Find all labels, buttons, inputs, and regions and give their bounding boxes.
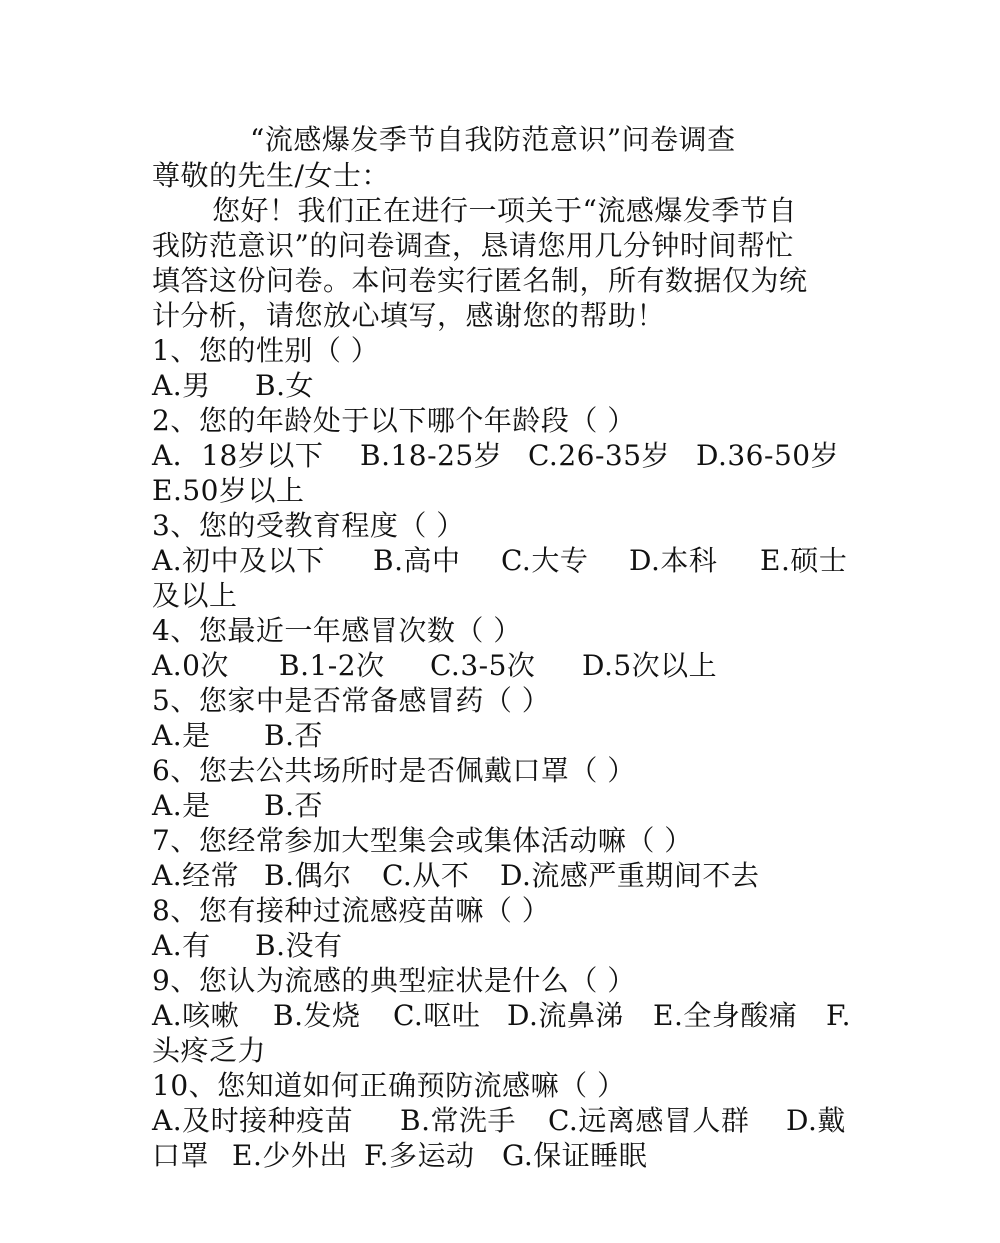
question-3-options: [152, 578, 238, 613]
question-7-text: 7、您经常参加大型集会或集体活动嘛（ ）: [152, 824, 693, 857]
intro-line: 我防范意识”的问卷调查，恳请您用几分钟时间帮忙: [152, 229, 794, 262]
question-2-options: [152, 438, 839, 473]
question-3-options: [152, 543, 847, 578]
option[interactable]: A.经常: [152, 859, 240, 892]
question-9-options: [152, 1033, 266, 1068]
option[interactable]: B.18-25岁: [360, 439, 503, 472]
option[interactable]: B.常洗手: [400, 1104, 516, 1137]
option[interactable]: D.戴: [786, 1104, 846, 1137]
option[interactable]: B.女: [255, 369, 314, 402]
option[interactable]: C.26-35岁: [528, 439, 671, 472]
question-10-options: [152, 1103, 846, 1138]
question-4-options: [152, 648, 717, 683]
question-4-text: 4、您最近一年感冒次数（ ）: [152, 614, 522, 647]
question-5-options: [152, 718, 323, 753]
option[interactable]: B.1-2次: [279, 649, 385, 682]
option[interactable]: E.少外出: [232, 1139, 348, 1172]
option[interactable]: D.本科: [629, 544, 718, 577]
option[interactable]: 口罩: [152, 1139, 210, 1172]
question-7-options: [152, 858, 759, 893]
question-2-options: [152, 473, 304, 508]
intro-line: 计分析，请您放心填写，感谢您的帮助！: [152, 299, 666, 332]
question-1-text: 1、您的性别（ ）: [152, 334, 380, 367]
question-6-text: 6、您去公共场所时是否佩戴口罩（ ）: [152, 754, 636, 787]
intro-line: 填答这份问卷。本问卷实行匿名制，所有数据仅为统: [152, 264, 808, 297]
intro-line: 您好！我们正在进行一项关于“流感爆发季节自: [212, 194, 797, 227]
question-9-text: 9、您认为流感的典型症状是什么（ ）: [152, 964, 636, 997]
option[interactable]: A.男: [152, 369, 211, 402]
question-1-options: [152, 368, 314, 403]
question-9-options: [152, 998, 851, 1033]
question-5-text: 5、您家中是否常备感冒药（ ）: [152, 684, 551, 717]
option[interactable]: D.36-50岁: [696, 439, 840, 472]
option[interactable]: C.远离感冒人群: [548, 1104, 750, 1137]
option[interactable]: A.是: [152, 719, 211, 752]
option[interactable]: D.流感严重期间不去: [500, 859, 760, 892]
option[interactable]: F.: [826, 999, 851, 1032]
option[interactable]: A.有: [152, 929, 211, 962]
question-6-options: [152, 788, 323, 823]
question-3-text: 3、您的受教育程度（ ）: [152, 509, 465, 542]
question-8-options: [152, 928, 342, 963]
option[interactable]: D.5次以上: [582, 649, 718, 682]
option[interactable]: 及以上: [152, 579, 238, 612]
option[interactable]: B.否: [264, 789, 323, 822]
option[interactable]: B.没有: [255, 929, 343, 962]
option[interactable]: A．18岁以下: [152, 439, 324, 472]
question-2-text: 2、您的年龄处于以下哪个年龄段（ ）: [152, 404, 636, 437]
option[interactable]: D.流鼻涕: [507, 999, 624, 1032]
option[interactable]: C.3-5次: [430, 649, 536, 682]
option[interactable]: C.从不: [382, 859, 470, 892]
option[interactable]: A.及时接种疫苗: [152, 1104, 354, 1137]
option[interactable]: F.多运动: [364, 1139, 475, 1172]
option[interactable]: B.偶尔: [264, 859, 352, 892]
question-10-options: [152, 1138, 647, 1173]
option[interactable]: 头疼乏力: [152, 1034, 267, 1067]
option[interactable]: G.保证睡眠: [502, 1139, 648, 1172]
option[interactable]: C.呕吐: [393, 999, 481, 1032]
question-10-text: 10、您知道如何正确预防流感嘛（ ）: [152, 1069, 626, 1102]
option[interactable]: A.0次: [152, 649, 229, 682]
option[interactable]: C.大专: [501, 544, 589, 577]
greeting: 尊敬的先生/女士：: [152, 159, 390, 192]
document-title: “流感爆发季节自我防范意识”问卷调查: [250, 123, 736, 156]
option[interactable]: B.高中: [373, 544, 461, 577]
option[interactable]: E.硕士: [760, 544, 848, 577]
option[interactable]: E.全身酸痛: [653, 999, 798, 1032]
option[interactable]: B.否: [264, 719, 323, 752]
option[interactable]: B.发烧: [273, 999, 361, 1032]
option[interactable]: A.是: [152, 789, 211, 822]
option[interactable]: E.50岁以上: [152, 474, 305, 507]
question-8-text: 8、您有接种过流感疫苗嘛（ ）: [152, 894, 551, 927]
option[interactable]: A.初中及以下: [152, 544, 325, 577]
option[interactable]: A.咳嗽: [152, 999, 240, 1032]
